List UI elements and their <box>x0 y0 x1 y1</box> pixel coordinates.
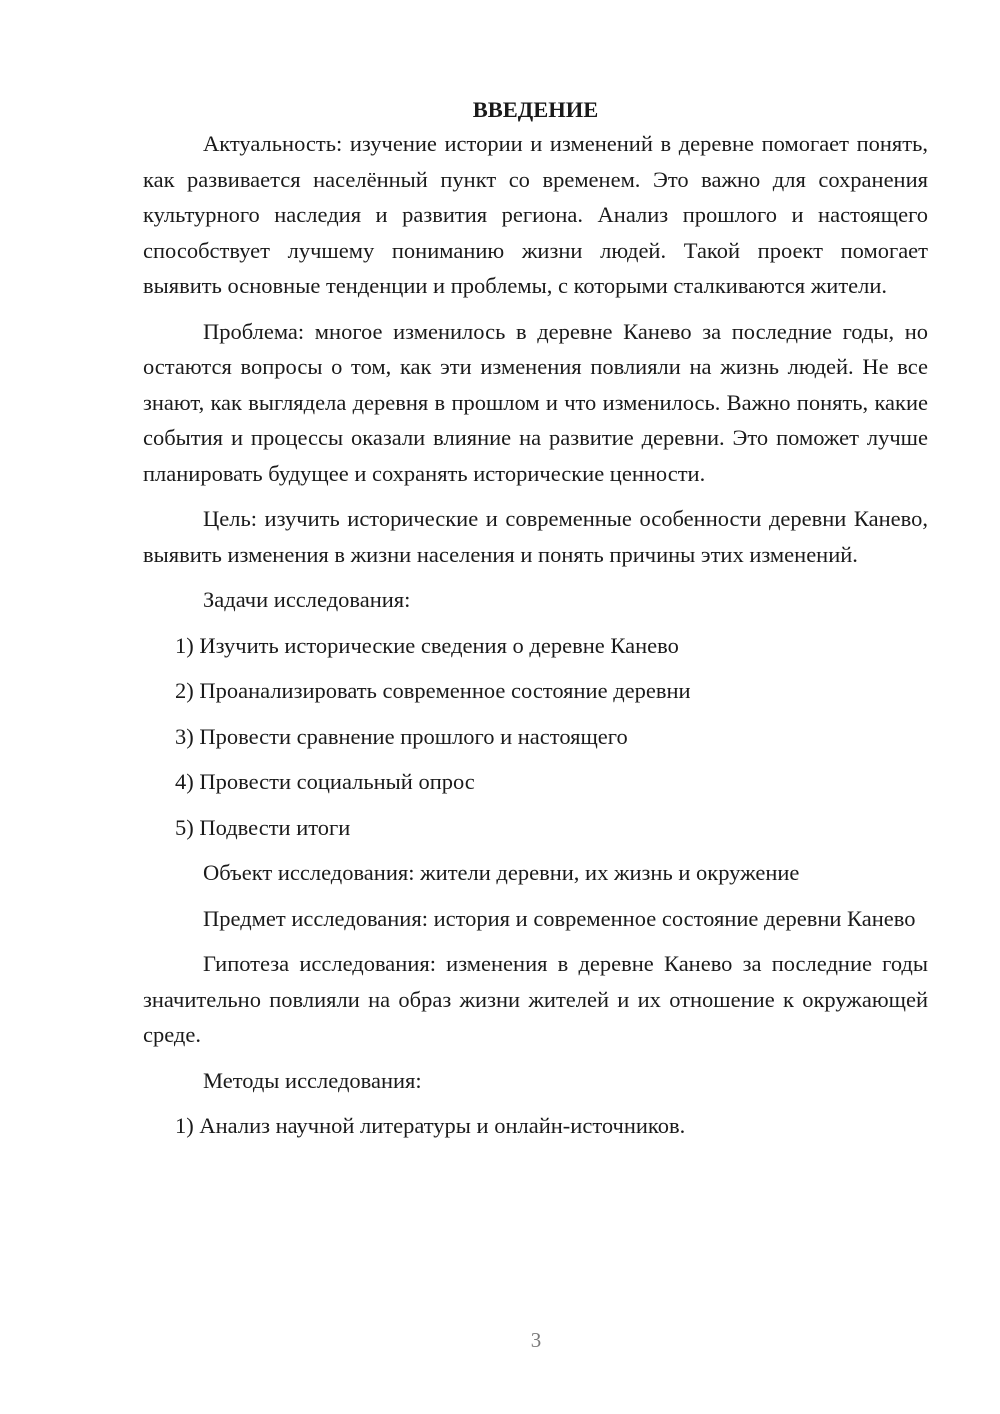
page-title: ВВЕДЕНИЕ <box>472 97 599 122</box>
method-item: 1) Анализ научной литературы и онлайн-источников. <box>175 1113 686 1138</box>
task-item: 5) Подвести итоги <box>175 814 351 840</box>
hypothesis-paragraph: Гипотеза исследования: изменения в деревне Канево за последние годы значительно повлияли на образ жизни жителей и их отношение к окружающей среде. <box>143 951 928 1047</box>
problem-paragraph: Проблема: многое изменилось в деревне Канево за последние годы, но остаются вопросы о том, как эти изменения повлияли на жизнь людей. Не все знают, как выглядела деревня в прошлом и что изменилось. Важно понять, какие события и процессы оказали влияние на развитие деревни. Это поможет лучше планировать будущее и сохранять исторические ценности. <box>143 318 928 486</box>
task-item: 4) Провести социальный опрос <box>175 769 475 794</box>
task-item: 3) Провести сравнение прошлого и настоящего <box>175 723 628 749</box>
page-number: 3 <box>530 1328 542 1352</box>
tasks-heading: Задачи исследования: <box>203 587 411 612</box>
object-paragraph: Объект исследования: жители деревни, их жизнь и окружение <box>203 860 800 885</box>
task-item: 1) Изучить исторические сведения о деревне Канево <box>175 632 679 658</box>
page-content <box>143 94 928 1144</box>
task-item: 2) Проанализировать современное состояние деревни <box>175 678 691 703</box>
relevance-paragraph: Актуальность: изучение истории и изменений в деревне помогает понять, как развивается населённый пункт со временем. Это важно для сохранения культурного наследия и развития региона. Анализ прошлого и настоящего способствует лучшему пониманию жизни людей. Такой проект помогает выявить основные тенденции и проблемы, с которыми сталкиваются жители. <box>143 131 928 298</box>
methods-heading: Методы исследования: <box>203 1067 422 1093</box>
goal-paragraph: Цель: изучить исторические и современные особенности деревни Канево, выявить изменения в жизни населения и понять причины этих изменений. <box>143 506 928 567</box>
subject-paragraph: Предмет исследования: история и современное состояние деревни Канево <box>203 905 916 931</box>
